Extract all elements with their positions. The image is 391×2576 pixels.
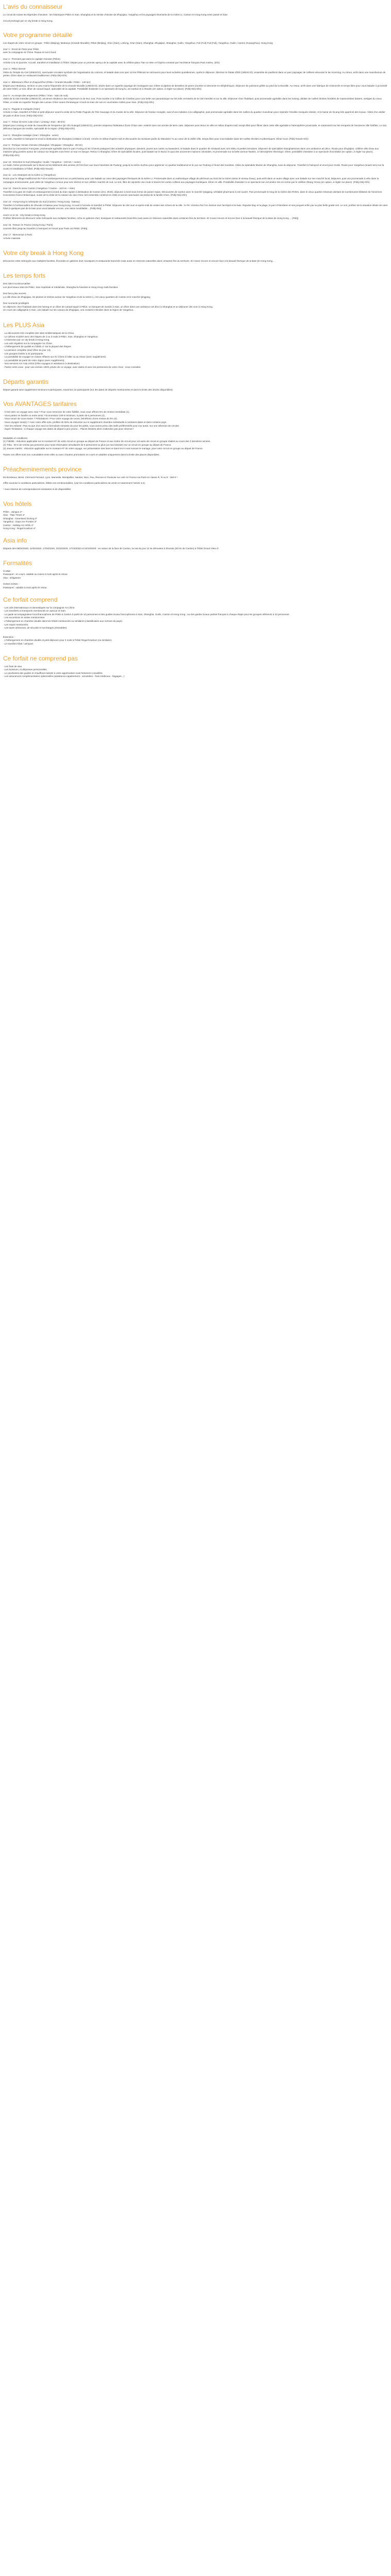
not-included-item: - Le pourboires des guides et chauffeurs laissés à votre appréciation mais fortement conseillés. (3, 671, 103, 674)
not-included-item: - Les frais de visa (3, 665, 22, 668)
day-text: Visite du Temple du Ciel (UNESCO), sanctuaire circulaire symbole de l'organisation du cosmos, et balade dans son parc où les Pékinois se retrouvent pour leurs activités quotidiennes. Après le déjeuner, direction le Palais d'Été (UNESCO), ensemble de pavillons dans un parc paysager de collines entourant le lac Kunming. Au retour, arrêt dans une manufacture de perles. Dîner dans un restaurant traditionnel. (Pdéj+Déj+Dîn) (3, 71, 386, 77)
asia-info-section (3, 537, 388, 551)
page (0, 0, 391, 687)
day-item (3, 58, 388, 64)
day-text: Direction la Concession Française, promenade agréable dans le parc Fuxing où les Chinois pratiquent des activités physiques: dansent, jouent aux cartes ou bavardent, et balade dans le quartier de Xintiandi avec ses shiku et petites terrasses. Déjeuner de spécialités shanghaiennes dans une ambiance art déco. Route pour Zhujiajiao, célèbre ville d'eau aux maisons Qing posées autour de canaux sur lesquels vous ferez un tour en barque. Retour à Shanghai. Dîner de spécialités locales, puis balade sur le Bund, le quai des anciennes maisons coloniales, et promenade sur la belle avenue Nankin, à l'atmosphère électrique. Dîner, possibilité d'assister à un spectacle d'acrobatie (en option, à régler sur place). (Pdéj+Déj+Dîn) (3, 147, 379, 157)
day-title: Jour 16 : Retour en France (Hong Kong / Paris) (3, 223, 53, 226)
formalities-line: Passeport : en cours, valable au moins 6 mois après le retour. (3, 573, 68, 576)
programme-intro: Les étapes de votre circuit en groupe : Pékin (Beijing), Mutianyu (Grande Muraille), Pékin (Beijing), Xi'an (Xian), Lintong, Xi'an (Xian), Shanghai, Zhujiajiao, Shanghai, Guilin, Yangshuo, Fuli (Fuli) Fuli (Fuli), Yangshuo, Guilin, Canton (Guangzhou), Hong Kong (3, 42, 273, 45)
day-title: Jour 13 : Hong Kong la métropole du Sud (Canton / Hong Kong - bateau) (3, 200, 80, 203)
day-title: Jours 14 et 15 : City break à Hong Kong (3, 213, 45, 216)
not-included-section (3, 655, 388, 679)
day-title: Jour 5 : Au temps des empereurs (Pékin / Xi'an - train de nuit) (3, 94, 68, 97)
formalities-title: Formalités (3, 559, 32, 567)
plus-item: - Partez entre vous : pour une version 100% privée de ce voyage, avec dates et avec les personnes de votre choix : nous consulter. (3, 366, 141, 368)
plus-item: - Nos services AAI Asia 24/24 (infos voyages et assistance à destination) (3, 362, 80, 365)
highlight-block (3, 292, 388, 299)
day-item (3, 200, 388, 211)
day-title: Jour 8 : Shanghai nostalgie (Xian / Shanghai - avion) (3, 134, 59, 137)
formalities-line: Visa : obligatoire. (3, 576, 22, 579)
formalities-line: HONG KONG : (3, 583, 20, 586)
day-text: avec la compagnie Air Chine. Repas et nuit à bord. (3, 51, 57, 54)
programme-section (3, 31, 388, 240)
day-text: Transfert à la gare de Guilin et embarquement à bord du train rapide à destination de Canton (env. 2h30), déjeuner à bord sous forme de panier repas. Découverte de Canton avec le marché Qingping, véritable pharmacie à ciel ouvert. Puis promenade le long de la rivière des Perles, dans le vieux quartier Shamian abritant de nombreuses bâtisses de l'ancienne Concession franco-britannique, suivie de la visite de la maison du clan Chen, bel ensemble construit en 1894 et ancien sanctuaire ancestral de la famille Chen. (Pdéj+Déj+Dîn) (3, 190, 382, 197)
extension-item: - L'hébergement en chambre double et petit déjeuner pour 2 nuits à l'hôtel Regal Kowloon (ou similaire). (3, 639, 112, 642)
day-item (3, 108, 388, 118)
day-text: Départ pour Mutianyu, section un peu moins fréquentée de la Grande Muraille (UNESCO), située dans un superbe paysage de montagnes aux crêtes sculptées de dentelles de pierre (montée et descente en téléphérique). Déjeuner de poissons grillés au pied de la Muraille. Au retour, arrêt dans une fabrique de cloisonnés et temps libre pour vous balader à proximité de votre hôtel. Le soir, dîner de canard laqué, spécialité de la capitale. Possibilité d'assister à un spectacle de kung-fu, art martial né à Shaolin (en option, à régler sur place). (Pdéj+Déj+Dîn) (3, 84, 387, 91)
condition-item: (3) Jeunes mariés : réduction applicable sur le montant HT de votre voyage, sur présentation des bans et dans les 6 mois suivant le mariage, pour votre circuit en groupe au départ de France. (3, 447, 203, 450)
connoisseur-title: L'avis du connaisseur (3, 3, 63, 10)
day-item (3, 121, 388, 131)
day-text: Arrivée à la mi-journée. Accueil, transfert et installation à l'hôtel. Départ pour un premier aperçu de la capitale avec la célèbre place Tian An Men et l'Opéra construit par l'architecte français Paul Andreu. (Dîn) (3, 61, 220, 64)
formalities-line: Passeport : valable 6 mois après le retour. (3, 586, 47, 589)
day-item (3, 214, 388, 221)
day-title: Jour 4 : Bâtisseurs d'hier et d'aujourd'hui (Pékin / Grande Muraille / Pékin - 140 km) (3, 80, 91, 83)
highlights-list (3, 282, 388, 312)
condition-item: (2) Tribu : 50 € de remise par personne pour toute réservation simultanée de 6 personnes ou plus (un seul dossier) sur un circuit en groupe au départ de France. (3, 443, 172, 446)
highlight-heading: Des sites incontournables (3, 282, 30, 285)
advantage-item: - Vive les enfants ! Pas ou que d'un seul un formulaire ramasse du pour les petits, nous avons prévu des tarifs préférentiels pour eux aussi, sur une sélection de circuits. (3, 424, 180, 427)
plus-item: - Les vols réguliers sur la compagnie Air Chine. (3, 342, 53, 345)
highlight-heading: Des moments privilégiés (3, 302, 29, 305)
included-item: - Les taxes aériennes, de sécurité et surcharges (révisables). (3, 626, 68, 630)
day-item (3, 134, 388, 141)
citybreak-text: Découvrez cette métropole aux multiples facettes, fécondes en galeries d'art, boutiques et restaurants branchés mais aussi en réserves naturelles dans certaines îles du territoire. Et n'avez encore et encore face à la beauté féerique de la Baie de Hong Kong... (3, 260, 274, 263)
advantage-item: - Vous partez en famille ou entre amis ? Économisez 100 € minimum, à partir de 6 personnes (2). (3, 414, 105, 417)
highlight-text: Les plus beaux sites de Pékin, Xian impériale et médiévale, Shanghai la futuriste et Hong Kong multi-facettes. (3, 285, 119, 289)
plus-title: Les PLUS Asia (3, 321, 45, 329)
day-title: Jour 7 : Trésor de terre cuite (Xian / Lintong / Xian - 80 km) (3, 121, 65, 124)
extension-item: - Le transfert hôtel / aéroport. (3, 642, 34, 645)
formalities-line: CHINE : (3, 569, 12, 572)
included-item: - Les vols internationaux et domestiques sur la compagnie Air Chine. (3, 606, 75, 609)
preroutes-conditions: Offre soumise à conditions particulières, billets non remboursables, (voir les conditions particulières de vente et notamment l'article 3.2). (3, 482, 146, 485)
day-title: Jour 2 : Premiers pas dans la capitale chinoise (Pékin) (3, 57, 60, 60)
day-text: Route pour le village traditionnel de Fuli et embarquement sur un petit bateau pour une balade au cœur des paysages féeriques de la rivière Li. Promenade dans un authentique village de pêcheurs au bord de la rivière (selon le niveau d'eau), puis arrêt dans un autre village avec une balade sur son marché local. Déjeuner, puis une promenade à vélo dans la campagne environnante, puis visite de Yangshuo connue pour ses rizières et son célèbre marché de nuit. Le soir, libre de rejoindre une route à travers les vertes collines aux paysages karstiques. Dîner en ville. Possibilité d'assister à un spectacle son et lumière mis en scène par le célèbre Zhang Yimou (en option, à régler sur place). (Pdéj+Déj+Dîn) (3, 177, 379, 183)
advantages-title: Vos AVANTAGES tarifaires (3, 400, 77, 408)
included-item: - Les transferts et transports mentionnés en autocar et train. (3, 609, 67, 613)
highlight-block (3, 302, 388, 312)
conditions-heading: Modalités et conditions: (3, 436, 28, 439)
not-included-item: - Les boissons, et dépenses personnelles. (3, 668, 47, 671)
preroutes-title: Préacheminements province (3, 465, 82, 473)
highlight-text: Un déjeuner chez l'habitant dans les hutong et un dîner de canard laqué à Pékin, un banquet de raviolis à Xian, un dîner dans une ambiance art déco à Shanghai et un déjeuner dim sum à Hong Kong. Un cours de calligraphie à Xian, une balade sur les canaux de Zhujiajiao, une croisière intimiste dans la région de Yangshuo. (3, 305, 213, 312)
day-item (3, 233, 388, 240)
departures-title: Départs garantis (3, 378, 49, 385)
day-title: Jour 12 : Dans le vieux Canton (Yangshuo / Canton - 110 km + train) (3, 187, 75, 190)
plus-item: - L'extension par un city break à Hong Kong. (3, 338, 50, 342)
advantage-item: - C'est votre 1e voyage avec Asia ? Pour vous remercier de votre fidélité, nous vous offrons 5% de remise immédiate (1). (3, 411, 130, 414)
hotel-item: Canton : Holiday Inn Shifu 4* (3, 523, 34, 527)
citybreak-title: Votre city break à Hong Kong (3, 249, 84, 257)
plus-item: - La possibilité de voyager en classe Affaires sur Air Chine à l'aller ou au retour (avec supplément) (3, 355, 106, 359)
plus-item: - Les groupes limités à 22 participants (3, 352, 43, 355)
plus-item: - La pension complète (sauf dîner du jour 13). (3, 349, 51, 352)
plus-item: - Le rythme modéré avec des étapes de 2 ou 3 nuits à Pékin, Xian, Shanghai et Yangshuo. (3, 335, 99, 338)
departures-section (3, 378, 388, 392)
day-item (3, 144, 388, 157)
citybreak-section (3, 249, 388, 263)
day-item (3, 161, 388, 171)
day-item (3, 67, 388, 78)
departures-text: Départ garanti sans supplément minimum 6 participants, maximum 22 participants (sur les dates de départs mentionnées et dans la limite des stocks disponibles). (3, 388, 173, 391)
highlights-section (3, 272, 388, 312)
day-title: Jour 1 : Envol de Paris pour Pékin (3, 47, 39, 50)
formalities-section (3, 560, 388, 590)
extension-heading: Extension : (3, 635, 15, 638)
day-text: Visite de la Cité Interdite (UNESCO), ancienne résidence des empereurs et de leur cour. Puis montée à la Colline de Charbon pour une belle vue panoramique sur les toits vernissés de la Cité Interdite et sur la ville. Déjeuner chez l'habitant, puis promenade agréable dans les hutong, dédale de ruelles étroites bordées de maisonnettes basses, vestiges du vieux Pékin, et visite du superbe Temple des Lamas. Dîner avant d'embarquer à bord du train de nuit en couchettes molles pour Xian. (Pdéj+Déj+Dîn) (3, 97, 382, 104)
highlights-title: Les temps forts (3, 272, 46, 279)
day-title: Jour 9 : Portique Venise chinoise (Shanghai / Zhujiajiao / Shanghai - 80 km) (3, 144, 83, 147)
included-item: - Le guide accompagnateur local francophone de Pékin à Canton à partir de 10 personnes et des guides locaux francophones à Xian, Shanghai, Guilin, Canton et Hong Kong ; ou des guides locaux parlant français à chaque étape pour les groupes inférieurs à 10 personnes. (3, 613, 290, 616)
advantages-list (3, 411, 388, 431)
connoisseur-extension-text: Circuit prolongé par un city break à Hong Kong. (3, 19, 53, 22)
day-text: Le matin, brève promenade sur le Bund où les bâtiments des années 20 font face aux tours futuristes de Pudong; jusqu'à la rivière Suzhou pour apprécier ce quartier traditionnel et la vue sur Pudong à l'écart des touristes. Visite du splendide Musée de Shanghai, suivi du déjeuner. Transfert à l'aéroport et envol pour Guilin. Route pour Yangshuo (snack servi sur la route) et installation à l'hôtel. (Pdéj+Déj+Snack) (3, 164, 384, 170)
conditions-list (3, 440, 388, 450)
highlight-heading: Des lieux plus secrets (3, 292, 26, 295)
plus-section (3, 321, 388, 369)
extension-list (3, 639, 388, 646)
plus-list (3, 332, 388, 369)
hotel-item: Yangshuo : Days Inn Frontier 3* (3, 520, 37, 523)
included-item: - Les repas mentionnés. (3, 623, 29, 626)
day-title: Jour 6 : Pagode et mosquée (Xian) (3, 107, 40, 110)
plus-item: - L'hébergement de qualité en hôtels 4* sur la plupart des étapes (3, 345, 71, 348)
connoisseur-section (3, 3, 388, 23)
day-item (3, 224, 388, 230)
hotels-title: Vos hôtels (3, 500, 32, 507)
day-item (3, 187, 388, 197)
asia-info-text: Départs des 08/04/2020, 11/04/2020, 17/04/2020, 10/10/2020, 17/10/2020 et 24/10/2020 : en raison de la foire de Canton, la nuit du jour 12 se déroulera à Shunde (30 km de Canton) à l'hôtel Grand View 4*. (3, 547, 220, 550)
hotels-section (3, 500, 388, 531)
hotel-item: Hong Kong : Regal Kowloon 4* (3, 527, 36, 530)
day-list (3, 48, 388, 241)
plus-item: - La possibilité de partir de votre région (avec supplément) (3, 359, 64, 362)
connoisseur-text: Le circuit de toutes les légendes chinoises : les historiques Pékin et Xian, Shanghai et la Venise chinoise de Zhujiajiao, Yangshuo et les paysages étonnants de la rivière Li, Canton et Hong Kong entre passé et futur. (3, 13, 229, 16)
not-included-title: Ce forfait ne comprend pas (3, 654, 78, 662)
highlight-block (3, 282, 388, 289)
day-text: Transfert à l'embarcadère de Shunde et bateau pour Hong Kong. Accueil à l'arrivée et transfert à l'hôtel. Déjeuner de dim sum et après-midi de visites des icônes de la ville : le Pic Victoria d'où l'on domine tout l'archipel et la baie, Repulse Bay et la plage, le port d'Aberdeen et ses jonques enfin par sa plus belle gratte-ciel. Le soir, profitez de la situation idéale de votre hôtel à quelques pas de la baie pour vous balader encore, une vision inoubliable... (Pdéj+Déj) (3, 204, 388, 210)
day-title: Jour 11 : Les estampes de la rivière Li (Yangshuo) (3, 174, 56, 177)
day-title: Jour 17 : Bienvenue à Paris (3, 233, 32, 236)
included-section (3, 596, 388, 646)
not-included-list (3, 665, 388, 679)
advantage-item: - Vous venez de vous marier ? Félicitations ! Pour votre voyage de noces, bénéficiez d'une remise de 5% (3). (3, 417, 118, 420)
included-item: - L'hébergement en chambre double dans les hôtels mentionnés ou similaires (classification aux normes du pays). (3, 620, 123, 622)
asia-info-title: Asia info (3, 537, 27, 545)
hotel-item: Xian : Titan Times 4* (3, 514, 25, 517)
day-title: Jour 10 : Direction le Sud (Shanghai / Guilin / Yangshuo - 140 km + avion) (3, 160, 81, 163)
day-item (3, 174, 388, 184)
condition-item: (1) Fidélité : réduction applicable sur le montant HT de votre circuit en groupe au départ de France et aux rivière de circuit pour cet autre de circuit en groupe réalisé au cours des 3 dernières années. (3, 440, 211, 443)
day-item (3, 94, 388, 105)
preroutes-note: * sous réserve de correspondances existantes et de disponibilité. (3, 487, 72, 490)
programme-title: Votre programme détaillé (3, 31, 73, 39)
preroutes-text: De Bordeaux, Brest, Clermont-Ferrand, Lyon, Marseille, Montpellier, Nantes, Nice, Pau, Rennes et Toulouse sur vols Air France via Paris en classe R, N ou E : 250 € *. (3, 476, 178, 479)
hotel-item: Pékin : Jianguo 4* (3, 510, 23, 513)
highlight-text: La ville d'eau de Zhujiajiao, les plaines et rizières autour de Yangshuo et de la rivière Li, les vieux quartiers de Canton et le marché Qingping. (3, 295, 151, 298)
included-title: Ce forfait comprend (3, 596, 58, 603)
included-list (3, 606, 388, 630)
day-text: Départ pour Lintong et visite du mausolée de l'empereur Qin Shi Huangdi (UNESCO), premier empereur fédérateur d'une Chine unie, enterré avec son armée de terre cuite. Déjeuner puis retour en ville en milieu d'après-midi, temps libre pour flâner dans cette ville agréable à l'atmosphère provinciale, et notamment sur les remparts de l'ancienne ville fortifiée. Le soir, délicieux banquet de raviolis, spécialité de la région. (Pdéj+Déj+Dîn) (3, 124, 387, 130)
preroutes-section (3, 466, 388, 492)
day-text: Arrivée à Xian, transfert à l'hôtel et petit déjeuner avant la visite de la Petite Pagode de l'Oie Sauvage et du musée de la ville. Déjeuner de fondue mongole, suivi d'une initiation à la calligraphie, puis promenade agréable dans les ruelles du quartier musulman pour rejoindre l'insolite mosquée sinisée, et le bazar de Xicang très apprécié des locaux. Visite d'un atelier de jade et dîner local. (Pdéj+Déj+Dîn) (3, 111, 385, 117)
included-item: - Les excursions et visites mentionnées. (3, 616, 45, 619)
hotels-list (3, 511, 388, 531)
day-text: Profitez librement de découvrir cette métropole aux multiples facettes, riche en galeries d'art, boutiques et restaurants branchés mais aussi en réserves naturelles dans certaines îles du territoire. Et n'avez encore et encore face à la beauté féerique de la Baie de Hong Kong ... (Pdéj) (3, 217, 299, 220)
day-text: Arrivée matinale. (3, 236, 21, 240)
day-item (3, 81, 388, 91)
day-text: Le matin, transfert à l'aéroport et envol à destination de Shanghai (collation à bord). Arrivée en début d'après-midi et découverte du ravissant jardin du Mandarin Yu au cœur de la vieille ville, temps libre pour vous balader dans les ruelles étroites et pittoresques. Dîner local. (Pdéj+Snack+Dîn) (3, 137, 308, 140)
plus-item: - La découverte très complète des sites emblématiques de la Chine. (3, 332, 75, 335)
formalities-list (3, 570, 388, 590)
advantage-item: - Vous voyagez seul(e) ? Avec notre offre solo, profitez de 50% de réduction sur le supplément chambre individuelle à certaines dates et dans certains pays. (3, 420, 167, 423)
day-title: Jour 3 : Pékin éternel (3, 67, 26, 71)
day-text: Journée libre jusqu'au transfert à l'aéroport et l'envol pour Paris via Pékin. (Pdéj) (3, 227, 88, 230)
advantages-note: Toutes ces offres sont non cumulables entre elles ou avec d'autres promotions en cours et valables uniquement dans la limite des places disponibles. (3, 453, 160, 456)
advantage-item: - Super Tentations : à chaque voyage ses dates de départ à prix promo... Places limitées alors n'attendez pas pour réserver ! (3, 428, 134, 431)
advantages-section (3, 400, 388, 457)
day-item (3, 48, 388, 55)
not-included-item: - Les assurances complémentaires optionnelles (assistance-rapatriement - annulation - frais médicaux - bagages...) (3, 675, 124, 678)
hotel-item: Shanghai : Greenland Jiulong 4* (3, 517, 38, 520)
